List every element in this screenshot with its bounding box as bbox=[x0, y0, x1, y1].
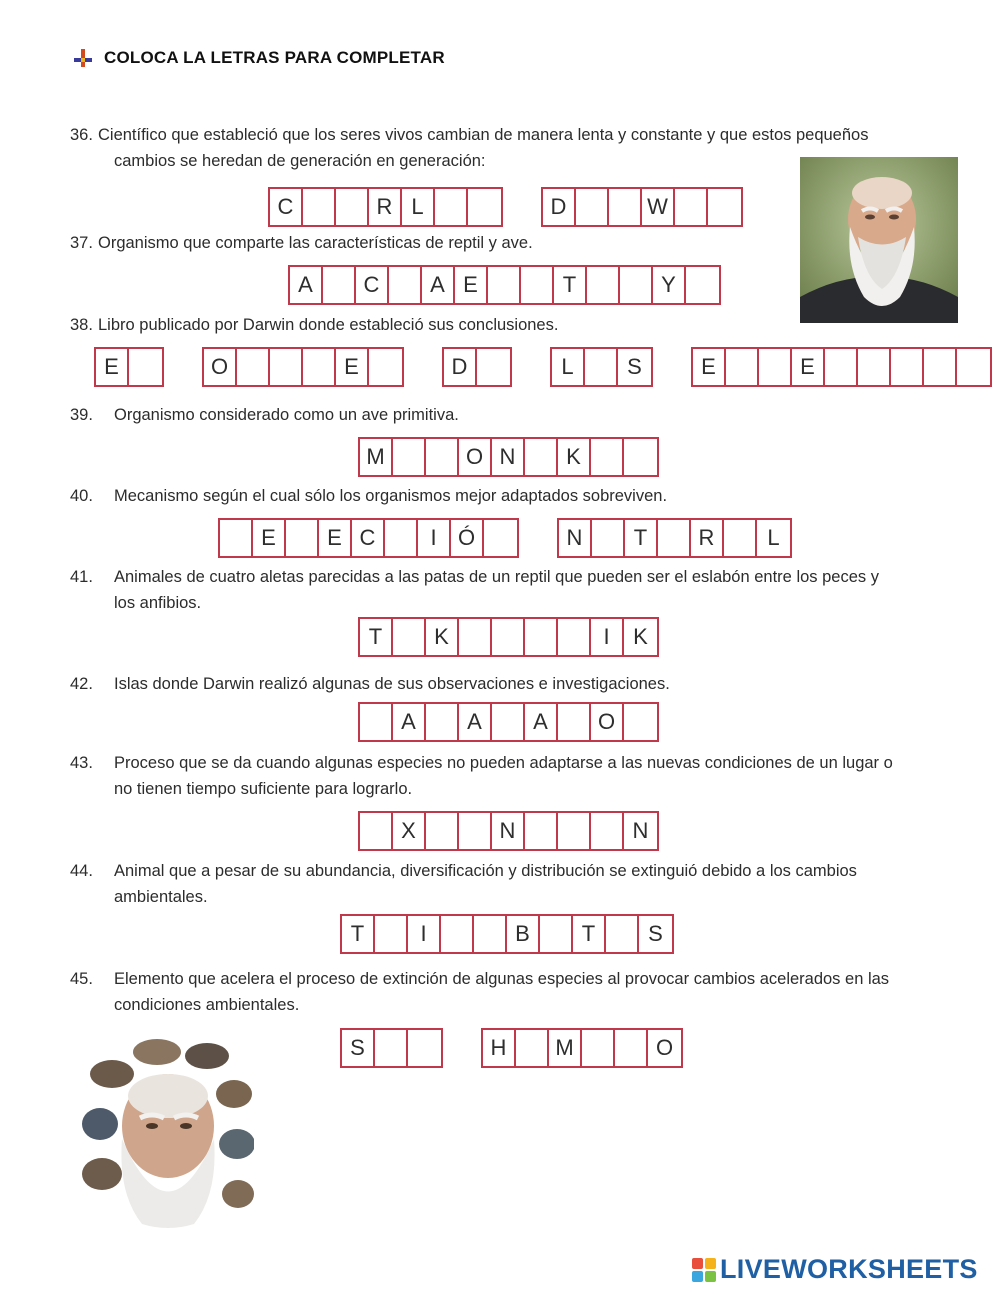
letter-cell: R bbox=[691, 520, 724, 556]
question-number: 45. bbox=[70, 970, 93, 988]
letter-cell: E bbox=[693, 349, 726, 385]
letter-cell: S bbox=[342, 1030, 375, 1066]
question-38 bbox=[70, 312, 770, 340]
blank-letter-cell[interactable] bbox=[488, 267, 521, 303]
answer-boxes-38 bbox=[94, 347, 992, 387]
letter-cell: T bbox=[342, 916, 375, 952]
letter-cell: K bbox=[558, 439, 591, 475]
question-number: 41. bbox=[70, 568, 93, 586]
question-42 bbox=[70, 671, 870, 699]
question-text: Elemento que acelera el proceso de extinción de algunas especies al provocar cambios acelerados en las bbox=[114, 970, 890, 988]
question-text: Mecanismo según el cual sólo los organismos mejor adaptados sobreviven. bbox=[114, 487, 668, 505]
word-group bbox=[268, 187, 503, 227]
word-group bbox=[557, 518, 792, 558]
question-number: 39. bbox=[70, 406, 93, 424]
blank-letter-cell[interactable] bbox=[708, 189, 741, 225]
blank-letter-cell[interactable] bbox=[385, 520, 418, 556]
answer-boxes-40 bbox=[218, 518, 792, 558]
question-text: Animal que a pesar de su abundancia, diversificación y distribución se extinguió debido a los cambios bbox=[114, 862, 857, 880]
blank-letter-cell[interactable] bbox=[606, 916, 639, 952]
blank-letter-cell[interactable] bbox=[375, 1030, 408, 1066]
question-text: Animales de cuatro aletas parecidas a las patas de un reptil que pueden ser el eslabón entre los peces y bbox=[114, 568, 879, 586]
blank-letter-cell[interactable] bbox=[675, 189, 708, 225]
question-text: los anfibios. bbox=[114, 594, 202, 612]
letter-cell: O bbox=[655, 1035, 674, 1060]
question-number: 37. bbox=[70, 234, 93, 252]
letter-cell: N bbox=[632, 818, 649, 843]
letter-cell: Y bbox=[653, 267, 686, 303]
letter-cell: L bbox=[402, 189, 435, 225]
blank-letter-cell[interactable] bbox=[393, 439, 426, 475]
letter-cell: T bbox=[554, 267, 587, 303]
blank-letter-cell[interactable] bbox=[957, 349, 990, 385]
answer-boxes-41 bbox=[358, 617, 659, 657]
blank-letter-cell[interactable] bbox=[375, 916, 408, 952]
question-text: ambientales. bbox=[114, 888, 208, 906]
letter-cell: E bbox=[792, 349, 825, 385]
question-37 bbox=[70, 230, 770, 258]
letter-cell: N bbox=[559, 520, 592, 556]
letter-cell: I bbox=[408, 916, 441, 952]
word-group bbox=[442, 347, 512, 387]
word-group bbox=[94, 347, 164, 387]
question-number: 36. bbox=[70, 126, 93, 144]
question-text: no tienen tiempo suficiente para lograrlo. bbox=[114, 780, 413, 798]
letter-cell: I bbox=[418, 520, 451, 556]
blank-letter-cell[interactable] bbox=[620, 267, 653, 303]
answer-boxes-42 bbox=[358, 702, 659, 742]
blank-letter-cell[interactable] bbox=[426, 439, 459, 475]
blank-letter-cell[interactable] bbox=[323, 267, 356, 303]
letter-cell: Ó bbox=[451, 520, 484, 556]
letter-cell: A bbox=[525, 704, 558, 740]
blank-letter-cell[interactable] bbox=[492, 704, 525, 740]
blank-letter-cell[interactable] bbox=[726, 349, 759, 385]
question-41 bbox=[70, 564, 970, 618]
blank-letter-cell[interactable] bbox=[609, 189, 642, 225]
question-44 bbox=[70, 858, 970, 912]
letter-cell: S bbox=[648, 921, 663, 946]
answer-boxes-44 bbox=[340, 914, 674, 954]
blank-letter-cell[interactable] bbox=[825, 349, 858, 385]
blank-letter-cell[interactable] bbox=[525, 439, 558, 475]
letter-cell: L bbox=[767, 525, 780, 550]
letter-cell: L bbox=[552, 349, 585, 385]
word-group bbox=[358, 702, 659, 742]
blank-letter-cell[interactable] bbox=[624, 439, 657, 475]
answer-boxes-37 bbox=[288, 265, 721, 305]
letter-cell: C bbox=[270, 189, 303, 225]
question-40 bbox=[70, 483, 870, 511]
question-43 bbox=[70, 750, 970, 804]
word-group bbox=[340, 914, 674, 954]
letter-cell: E bbox=[253, 520, 286, 556]
blank-letter-cell[interactable] bbox=[426, 813, 459, 849]
answer-boxes-43 bbox=[358, 811, 659, 851]
word-group bbox=[691, 347, 992, 387]
answer-boxes-45 bbox=[340, 1028, 683, 1068]
liveworksheets-logo-icon bbox=[692, 1258, 716, 1282]
blank-letter-cell[interactable] bbox=[724, 520, 757, 556]
letter-cell: W bbox=[642, 189, 675, 225]
liveworksheets-logo bbox=[692, 1254, 978, 1285]
blank-letter-cell[interactable] bbox=[521, 267, 554, 303]
letter-cell: S bbox=[627, 354, 642, 379]
letter-cell: T bbox=[625, 520, 658, 556]
question-39 bbox=[70, 402, 770, 430]
blank-letter-cell[interactable] bbox=[360, 813, 393, 849]
blank-letter-cell[interactable] bbox=[468, 189, 501, 225]
blank-letter-cell[interactable] bbox=[474, 916, 507, 952]
blank-letter-cell[interactable] bbox=[393, 619, 426, 655]
question-number: 43. bbox=[70, 754, 93, 772]
letter-cell: O bbox=[204, 349, 237, 385]
word-group bbox=[358, 437, 659, 477]
word-group bbox=[202, 347, 404, 387]
word-group bbox=[541, 187, 743, 227]
letter-cell: E bbox=[455, 267, 488, 303]
blank-letter-cell[interactable] bbox=[658, 520, 691, 556]
letter-cell: E bbox=[336, 349, 369, 385]
letter-cell: A bbox=[422, 267, 455, 303]
blank-letter-cell[interactable] bbox=[558, 704, 591, 740]
answer-boxes-39 bbox=[358, 437, 659, 477]
question-number: 44. bbox=[70, 862, 93, 880]
letter-cell: O bbox=[591, 704, 624, 740]
blank-letter-cell[interactable] bbox=[426, 704, 459, 740]
blank-letter-cell[interactable] bbox=[516, 1030, 549, 1066]
worksheet-title: COLOCA LA LETRAS PARA COMPLETAR bbox=[104, 48, 445, 67]
blank-letter-cell[interactable] bbox=[576, 189, 609, 225]
blank-letter-cell[interactable] bbox=[759, 349, 792, 385]
letter-cell: C bbox=[356, 267, 389, 303]
blank-letter-cell[interactable] bbox=[459, 619, 492, 655]
letter-cell: I bbox=[591, 619, 624, 655]
answer-boxes-36 bbox=[268, 187, 743, 227]
blank-letter-cell[interactable] bbox=[336, 189, 369, 225]
question-number: 38. bbox=[70, 316, 93, 334]
question-text: Organismo considerado como un ave primitiva. bbox=[114, 406, 459, 424]
blank-letter-cell[interactable] bbox=[558, 619, 591, 655]
blank-letter-cell[interactable] bbox=[615, 1030, 648, 1066]
word-group bbox=[481, 1028, 683, 1068]
letter-cell: X bbox=[393, 813, 426, 849]
letter-cell: H bbox=[483, 1030, 516, 1066]
question-45 bbox=[70, 966, 970, 1020]
blank-letter-cell[interactable] bbox=[624, 704, 657, 740]
blank-letter-cell[interactable] bbox=[585, 349, 618, 385]
blank-letter-cell[interactable] bbox=[525, 619, 558, 655]
blank-letter-cell[interactable] bbox=[558, 813, 591, 849]
blank-letter-cell[interactable] bbox=[220, 520, 253, 556]
word-group bbox=[288, 265, 721, 305]
letter-cell: A bbox=[459, 704, 492, 740]
word-group bbox=[218, 518, 519, 558]
blank-letter-cell[interactable] bbox=[484, 520, 517, 556]
blank-letter-cell[interactable] bbox=[686, 267, 719, 303]
blank-letter-cell[interactable] bbox=[303, 349, 336, 385]
letter-cell: E bbox=[319, 520, 352, 556]
question-number: 42. bbox=[70, 675, 93, 693]
blank-letter-cell[interactable] bbox=[525, 813, 558, 849]
blank-letter-cell[interactable] bbox=[237, 349, 270, 385]
blank-letter-cell[interactable] bbox=[270, 349, 303, 385]
letter-cell: A bbox=[393, 704, 426, 740]
blank-letter-cell[interactable] bbox=[286, 520, 319, 556]
letter-cell: D bbox=[543, 189, 576, 225]
question-text: Proceso que se da cuando algunas especies no pueden adaptarse a las nuevas condiciones de un lugar o bbox=[114, 754, 893, 772]
blank-letter-cell[interactable] bbox=[435, 189, 468, 225]
darwin-finches-collage-image bbox=[82, 1034, 254, 1232]
brand-name: LIVEWORKSHEETS bbox=[720, 1254, 978, 1284]
blank-letter-cell[interactable] bbox=[129, 349, 162, 385]
blank-letter-cell[interactable] bbox=[389, 267, 422, 303]
letter-cell: N bbox=[492, 439, 525, 475]
blank-letter-cell[interactable] bbox=[369, 349, 402, 385]
blank-letter-cell[interactable] bbox=[441, 916, 474, 952]
word-group bbox=[550, 347, 653, 387]
letter-cell: K bbox=[426, 619, 459, 655]
blank-letter-cell[interactable] bbox=[408, 1030, 441, 1066]
bullet-cross-icon bbox=[74, 49, 92, 67]
letter-cell: E bbox=[96, 349, 129, 385]
worksheet-header bbox=[74, 48, 445, 68]
letter-cell: K bbox=[633, 624, 648, 649]
blank-letter-cell[interactable] bbox=[477, 349, 510, 385]
darwin-portrait-image bbox=[800, 157, 958, 323]
blank-letter-cell[interactable] bbox=[891, 349, 924, 385]
word-group bbox=[358, 617, 659, 657]
blank-letter-cell[interactable] bbox=[587, 267, 620, 303]
question-text: cambios se heredan de generación en generación: bbox=[114, 152, 486, 170]
letter-cell: D bbox=[444, 349, 477, 385]
blank-letter-cell[interactable] bbox=[459, 813, 492, 849]
blank-letter-cell[interactable] bbox=[492, 619, 525, 655]
letter-cell: M bbox=[360, 439, 393, 475]
blank-letter-cell[interactable] bbox=[591, 439, 624, 475]
blank-letter-cell[interactable] bbox=[924, 349, 957, 385]
question-text: condiciones ambientales. bbox=[114, 996, 300, 1014]
letter-cell: B bbox=[507, 916, 540, 952]
letter-cell: A bbox=[290, 267, 323, 303]
letter-cell: T bbox=[360, 619, 393, 655]
blank-letter-cell[interactable] bbox=[303, 189, 336, 225]
question-text: Científico que estableció que los seres vivos cambian de manera lenta y constante y que estos pequeños bbox=[98, 126, 869, 144]
word-group bbox=[358, 811, 659, 851]
question-text: Libro publicado por Darwin donde estableció sus conclusiones. bbox=[98, 316, 559, 334]
letter-cell: O bbox=[459, 439, 492, 475]
blank-letter-cell[interactable] bbox=[591, 813, 624, 849]
blank-letter-cell[interactable] bbox=[592, 520, 625, 556]
word-group bbox=[340, 1028, 443, 1068]
blank-letter-cell[interactable] bbox=[858, 349, 891, 385]
letter-cell: C bbox=[352, 520, 385, 556]
letter-cell: T bbox=[573, 916, 606, 952]
question-text: Islas donde Darwin realizó algunas de sus observaciones e investigaciones. bbox=[114, 675, 670, 693]
question-number: 40. bbox=[70, 487, 93, 505]
blank-letter-cell[interactable] bbox=[360, 704, 393, 740]
letter-cell: R bbox=[369, 189, 402, 225]
letter-cell: N bbox=[492, 813, 525, 849]
letter-cell: M bbox=[549, 1030, 582, 1066]
blank-letter-cell[interactable] bbox=[540, 916, 573, 952]
question-text: Organismo que comparte las características de reptil y ave. bbox=[98, 234, 533, 252]
blank-letter-cell[interactable] bbox=[582, 1030, 615, 1066]
